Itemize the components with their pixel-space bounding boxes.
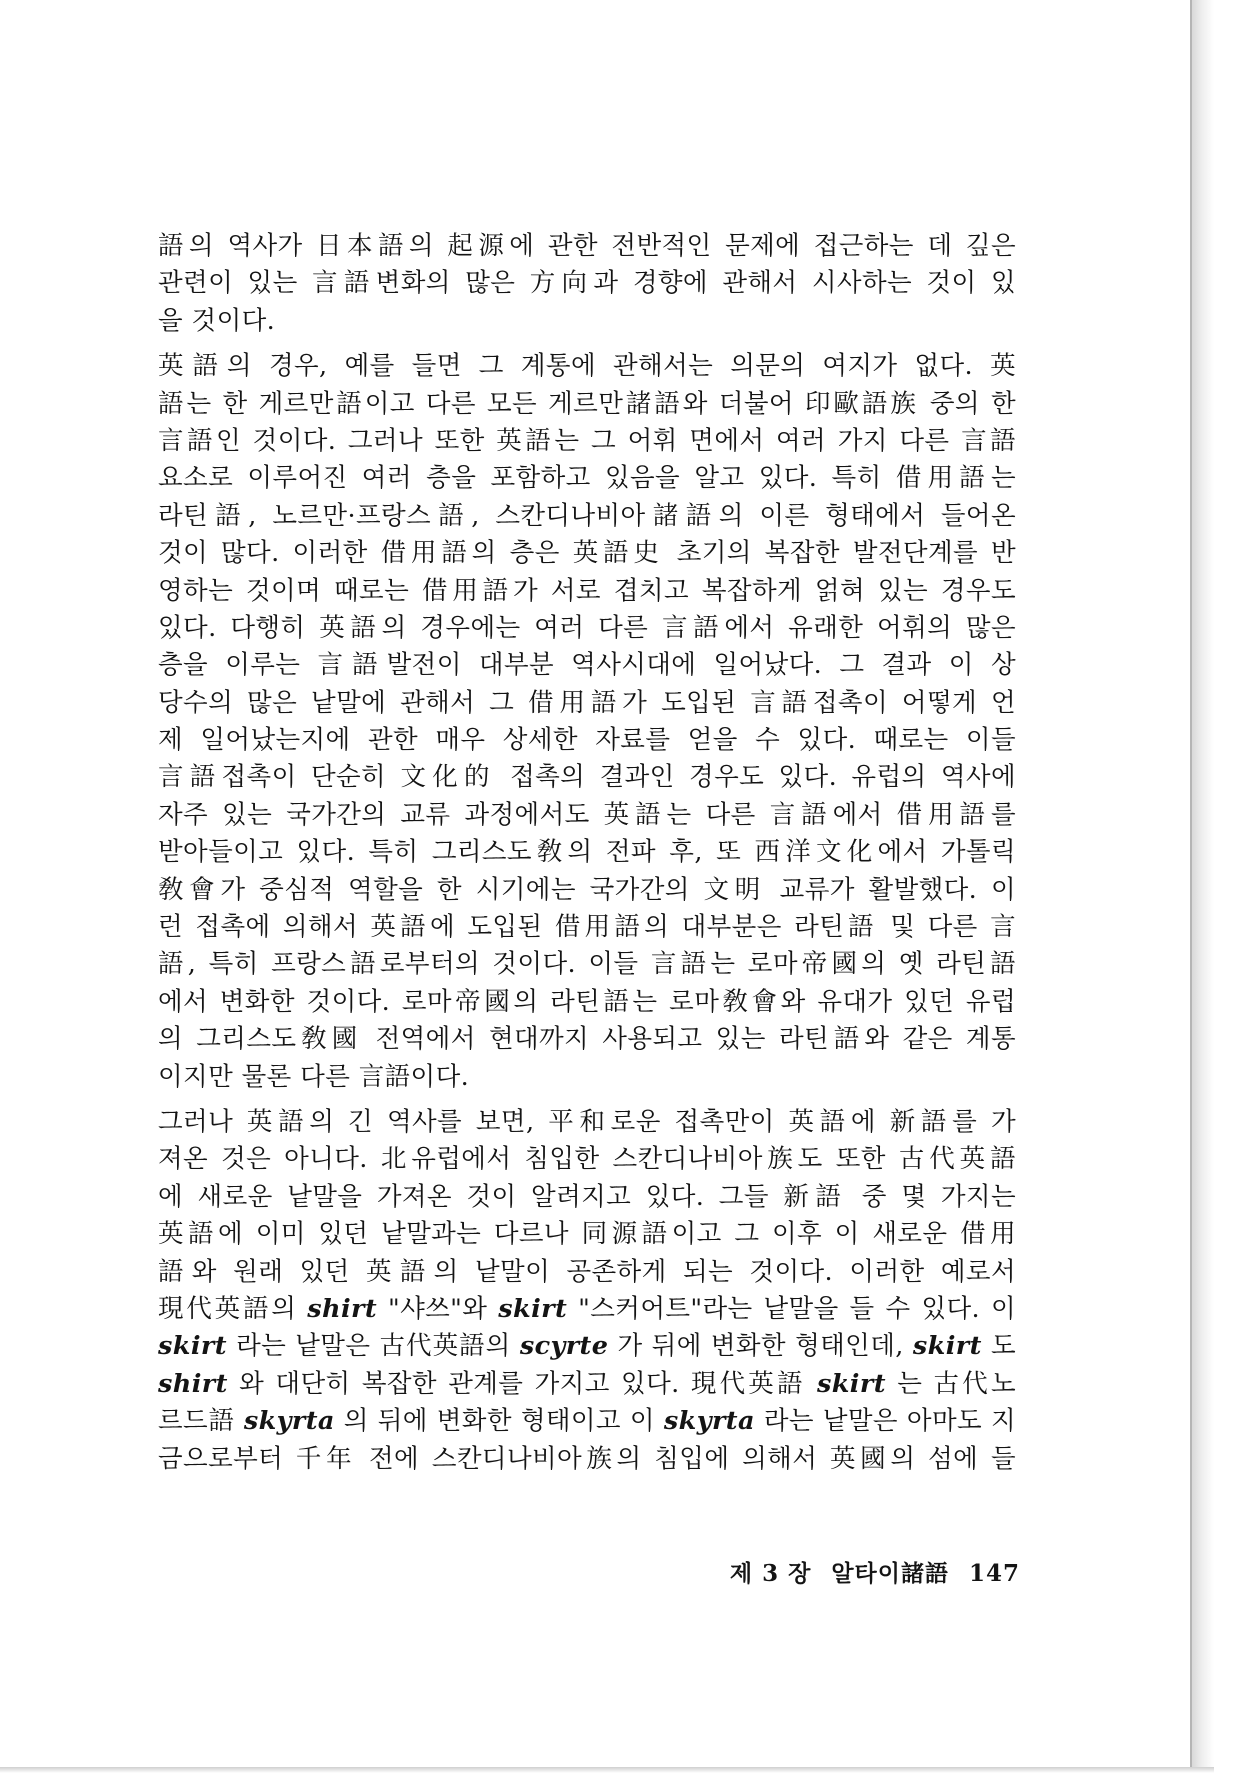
page-number: 147 <box>968 1560 1020 1587</box>
text-line: 에서 변화한 것이다. 로마帝國의 라틴語는 로마敎會와 유대가 있던 유럽 <box>158 986 1016 1017</box>
paragraph-1 <box>158 228 1016 340</box>
chapter-label: 제 3 장 <box>729 1560 812 1587</box>
text-line: 자주 있는 국가간의 교류 과정에서도 英語는 다른 言語에서 借用語를 <box>158 799 1016 830</box>
paragraph-2 <box>158 348 1016 1096</box>
paragraph-3 <box>158 1104 1016 1478</box>
text-line: 제 일어났는지에 관한 매우 상세한 자료를 얻을 수 있다. 때로는 이들 <box>158 725 1016 756</box>
text-line: 에 새로운 낱말을 가져온 것이 알려지고 있다. 그들 新語 중 몇 가지는 <box>158 1181 1016 1212</box>
text-line: 그러나 英語의 긴 역사를 보면, 平和로운 접촉만이 英語에 新語를 가 <box>158 1106 1016 1137</box>
text-line: 語는 한 게르만語이고 다른 모든 게르만諸語와 더불어 印歐語族 중의 한 <box>158 388 1016 419</box>
text-line: 言語인 것이다. 그러나 또한 英語는 그 어휘 면에서 여러 가지 다른 言語 <box>158 425 1016 456</box>
text-line: 라틴語, 노르만·프랑스語, 스칸디나비아諸語의 이른 형태에서 들어온 <box>158 500 1016 531</box>
text-line: 言語접촉이 단순히 文化的 접촉의 결과인 경우도 있다. 유럽의 역사에 <box>158 762 1016 793</box>
text-line: 런 접촉에 의해서 英語에 도입된 借用語의 대부분은 라틴語 및 다른 言 <box>158 912 1016 943</box>
text-line: 英語의 경우, 예를 들면 그 계통에 관해서는 의문의 여지가 없다. 英 <box>158 351 1016 382</box>
text-line: 이지만 물론 다른 言語이다. <box>158 1061 470 1092</box>
text-line: 관련이 있는 言語변화의 많은 方向과 경향에 관해서 시사하는 것이 있 <box>158 268 1016 299</box>
page-edge-shadow <box>1192 0 1214 1773</box>
text-line: 語, 특히 프랑스語로부터의 것이다. 이들 言語는 로마帝國의 옛 라틴語 <box>158 949 1016 980</box>
text-line: 영하는 것이며 때로는 借用語가 서로 겹치고 복잡하게 얽혀 있는 경우도 <box>158 575 1016 606</box>
text-line: 의 그리스도敎國 전역에서 현대까지 사용되고 있는 라틴語와 같은 계통 <box>158 1024 1016 1055</box>
text-line: 당수의 많은 낱말에 관해서 그 借用語가 도입된 言語접촉이 어떻게 언 <box>158 687 1016 718</box>
text-line: 져온 것은 아니다. 北유럽에서 침입한 스칸디나비아族도 또한 古代英語 <box>158 1144 1016 1175</box>
text-line: 요소로 이루어진 여러 층을 포함하고 있음을 알고 있다. 특히 借用語는 <box>158 463 1016 494</box>
page-body <box>158 228 1016 1478</box>
page-bottom-shadow <box>0 1767 1214 1773</box>
text-line: 것이 많다. 이러한 借用語의 층은 英語史 초기의 복잡한 발전단계를 반 <box>158 538 1016 569</box>
page-footer <box>720 1555 1020 1588</box>
section-title: 알타이諸語 <box>831 1560 949 1587</box>
text-line: 英語에 이미 있던 낱말과는 다르나 同源語이고 그 이후 이 새로운 借用 <box>158 1219 1016 1250</box>
text-line: 語와 원래 있던 英語의 낱말이 공존하게 되는 것이다. 이러한 예로서 <box>158 1256 1016 1287</box>
text-line: 르드語 skyrta 의 뒤에 변화한 형태이고 이 skyrta 라는 낱말은 아마도 지 <box>158 1406 1016 1437</box>
text-line: shirt 와 대단히 복잡한 관계를 가지고 있다. 現代英語 skirt 는 古代노 <box>158 1368 1016 1399</box>
text-line: 있다. 다행히 英語의 경우에는 여러 다른 言語에서 유래한 어휘의 많은 <box>158 612 1016 643</box>
text-line: 敎會가 중심적 역할을 한 시기에는 국가간의 文明 교류가 활발했다. 이 <box>158 874 1016 905</box>
text-line: 층을 이루는 言語발전이 대부분 역사시대에 일어났다. 그 결과 이 상 <box>158 650 1016 681</box>
text-line: 금으로부터 千年 전에 스칸디나비아族의 침입에 의해서 英國의 섬에 들 <box>158 1443 1016 1474</box>
text-line: 받아들이고 있다. 특히 그리스도敎의 전파 후, 또 西洋文化에서 가톨릭 <box>158 837 1016 868</box>
text-line: 語의 역사가 日本語의 起源에 관한 전반적인 문제에 접근하는 데 깊은 <box>158 231 1016 261</box>
text-line: 現代英語의 shirt "샤쓰"와 skirt "스커어트"라는 낱말을 들 수 있다. 이 <box>158 1293 1016 1324</box>
text-line: skirt 라는 낱말은 古代英語의 scyrte 가 뒤에 변화한 형태인데, skirt 도 <box>158 1331 1016 1362</box>
text-line: 을 것이다. <box>158 305 276 336</box>
